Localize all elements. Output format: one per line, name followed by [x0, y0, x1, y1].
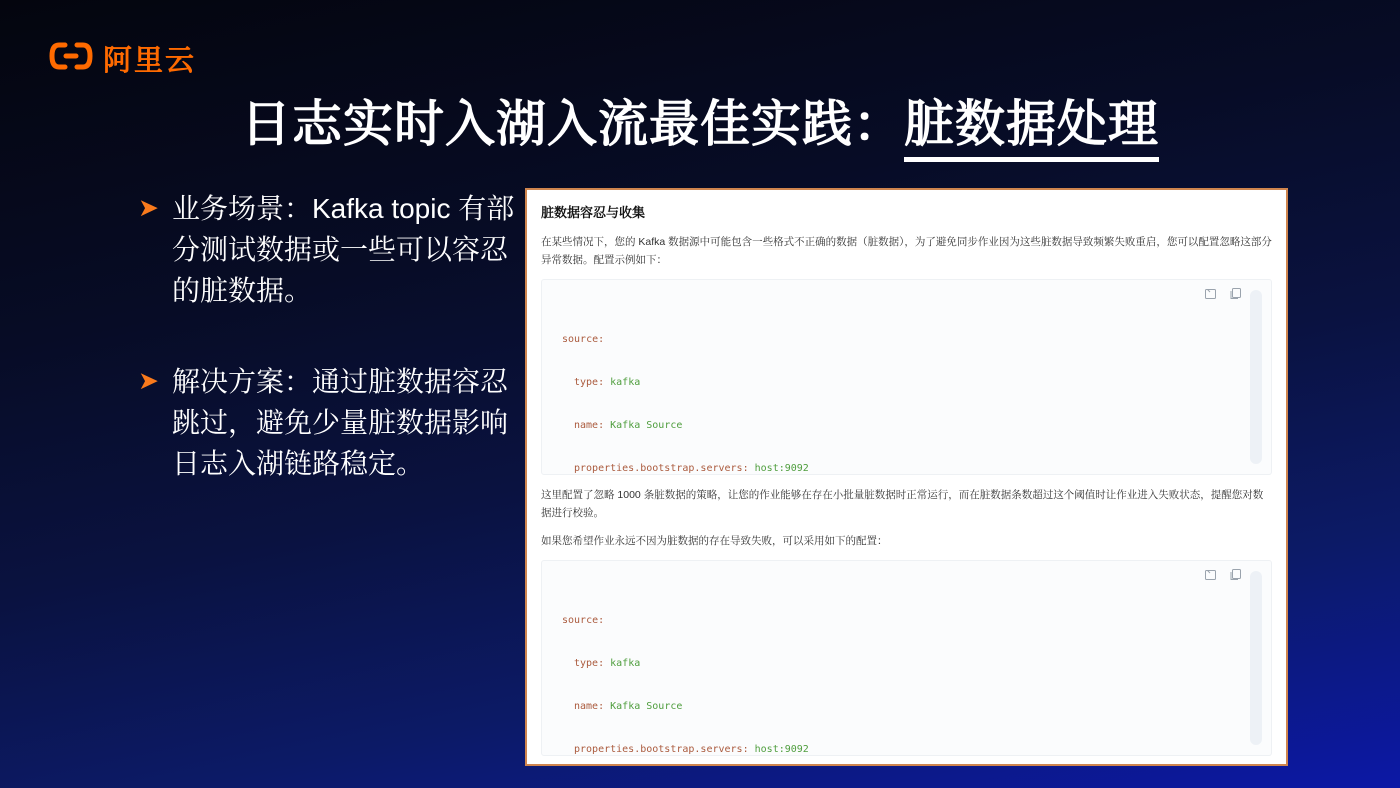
bullet-arrow-icon: ➤ — [138, 194, 159, 222]
code-scrollbar[interactable] — [1250, 290, 1262, 464]
list-item — [138, 188, 520, 311]
yaml-value: kafka — [610, 658, 641, 670]
title-underlined: 脏数据处理 — [904, 96, 1159, 162]
code-block-1 — [541, 279, 1272, 475]
yaml-value: host:9092 — [754, 744, 809, 756]
yaml-key: type: — [574, 377, 605, 389]
alibaba-cloud-logo-icon — [48, 41, 94, 76]
feedback-icon[interactable] — [1203, 286, 1218, 301]
brand-name: 阿里云 — [103, 45, 197, 77]
code-line — [562, 333, 1271, 347]
yaml-value: kafka — [610, 377, 641, 389]
yaml-value: Kafka Source — [610, 701, 683, 713]
page-title — [0, 84, 1400, 156]
code-line — [562, 700, 1271, 714]
list-item — [138, 361, 520, 484]
code-line — [562, 419, 1271, 433]
feedback-icon[interactable] — [1203, 567, 1218, 582]
bullet-text: 解决方案：通过脏数据容忍跳过，避免少量脏数据影响日志入湖链路稳定。 — [171, 366, 508, 479]
alibaba-cloud-logo — [48, 38, 196, 79]
bullet-arrow-icon: ➤ — [138, 367, 159, 395]
yaml-value: host:9092 — [754, 463, 809, 475]
doc-panel — [525, 188, 1288, 766]
copy-icon[interactable] — [1228, 567, 1243, 582]
code-actions — [1203, 567, 1243, 582]
yaml-key: source: — [562, 333, 605, 345]
bullet-list — [138, 188, 520, 534]
doc-paragraph-explain: 这里配置了忽略 1000 条脏数据的策略，让您的作业能够在存在小批量脏数据时正常运行，而在脏数据条数超过这个阈值时让作业进入失败状态，提醒您对数据进行校验。 — [541, 489, 1264, 519]
code-content — [542, 561, 1271, 756]
yaml-key: type: — [574, 658, 605, 670]
code-line — [562, 614, 1271, 628]
bullet-text: 业务场景：Kafka topic 有部分测试数据或一些可以容忍的脏数据。 — [171, 193, 515, 306]
yaml-value: Kafka Source — [610, 420, 683, 432]
code-line — [562, 462, 1271, 475]
code-content — [542, 280, 1271, 475]
copy-icon[interactable] — [1228, 286, 1243, 301]
yaml-key: source: — [562, 614, 605, 626]
yaml-key: name: — [574, 420, 605, 432]
yaml-key: name: — [574, 701, 605, 713]
doc-paragraph-alternative: 如果您希望作业永远不因为脏数据的存在导致失败，可以采用如下的配置： — [541, 535, 888, 547]
code-line — [562, 376, 1271, 390]
doc-heading: 脏数据容忍与收集 — [541, 205, 646, 220]
code-actions — [1203, 286, 1243, 301]
code-line — [562, 657, 1271, 671]
doc-paragraph-intro: 在某些情况下，您的 Kafka 数据源中可能包含一些格式不正确的数据（脏数据），为了避免同步作业因为这些脏数据导致频繁失败重启，您可以配置忽略这部分异常数据。配置示例如下： — [541, 236, 1272, 266]
yaml-key: properties.bootstrap.servers: — [574, 744, 749, 756]
yaml-key: properties.bootstrap.servers: — [574, 463, 749, 475]
code-line — [562, 743, 1271, 756]
title-prefix: 日志实时入湖入流最佳实践： — [241, 96, 904, 152]
code-scrollbar[interactable] — [1250, 571, 1262, 745]
code-block-2 — [541, 560, 1272, 756]
